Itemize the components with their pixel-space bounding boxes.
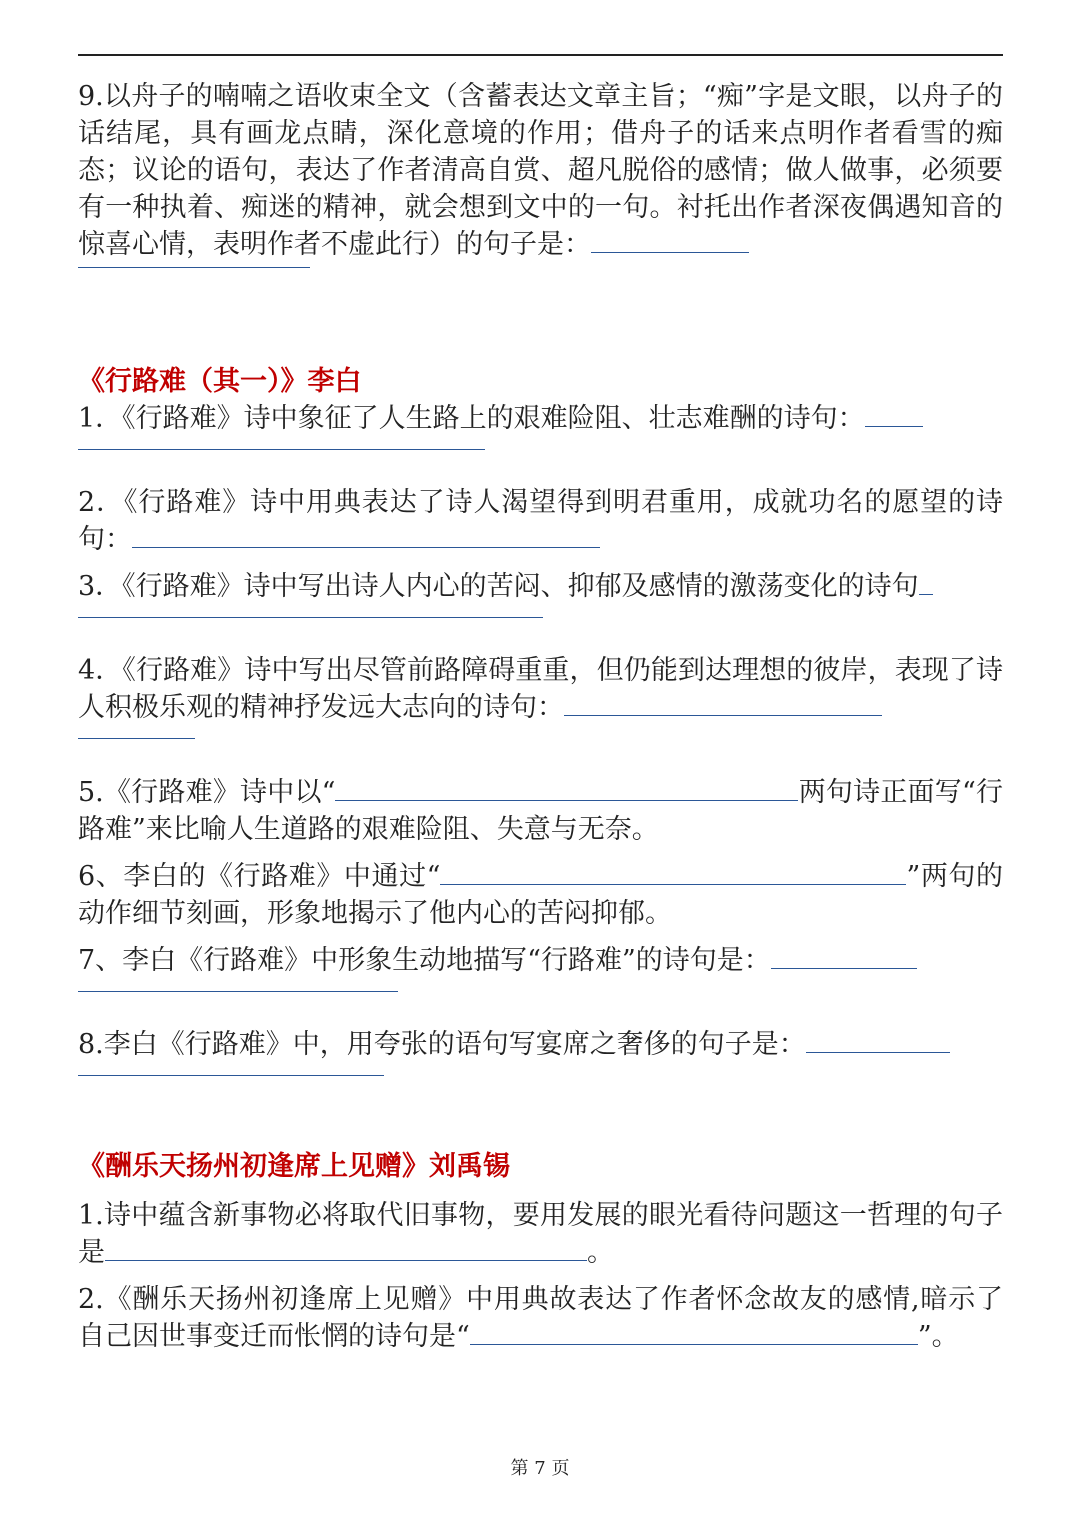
answer-blank[interactable] bbox=[564, 693, 882, 716]
question-text: 8.李白《行路难》中，用夸张的语句写宴席之奢侈的句子是： bbox=[78, 1029, 806, 1060]
answer-blank[interactable] bbox=[78, 437, 485, 450]
question-text: 7、李白《行路难》中形象生动地描写“行路难”的诗句是： bbox=[78, 945, 771, 976]
section-heading: 《酬乐天扬州初逢席上见赠》刘禹锡 bbox=[78, 1151, 510, 1182]
answer-blank[interactable] bbox=[919, 572, 933, 595]
question-3 bbox=[78, 568, 1003, 652]
answer-blank[interactable] bbox=[335, 778, 798, 801]
question-text: 1．《行路难》诗中象征了人生路上的艰难险阻、壮志难酬的诗句： bbox=[78, 403, 865, 434]
question-text: 2．《行路难》诗中用典表达了诗人渴望得到明君重用，成就功名的愿望的诗句： bbox=[78, 487, 1003, 555]
question-text: 4．《行路难》诗中写出尽管前路障碍重重，但仍能到达理想的彼岸，表现了诗人积极乐观的精神抒发远大志向的诗句： bbox=[78, 655, 1003, 723]
answer-blank[interactable] bbox=[78, 263, 310, 268]
question-1 bbox=[78, 1197, 1003, 1281]
question-1 bbox=[78, 400, 1003, 484]
answer-blank[interactable] bbox=[771, 946, 917, 969]
question-4 bbox=[78, 652, 1003, 774]
section-heading: 《行路难（其一）》李白 bbox=[78, 366, 362, 397]
answer-blank[interactable] bbox=[78, 605, 543, 618]
answer-blank[interactable] bbox=[470, 1322, 890, 1345]
answer-blank[interactable] bbox=[591, 230, 749, 253]
question-6 bbox=[78, 858, 1003, 942]
answer-blank[interactable] bbox=[890, 1322, 918, 1345]
question-7 bbox=[78, 942, 1003, 1026]
question-text: 9.以舟子的喃喃之语收束全文（含蓄表达文章主旨；“痴”字是文眼，以舟子的话结尾，具有画龙点睛，深化意境的作用；借舟子的话来点明作者看雪的痴态；议论的语句，表达了作者清高自赏、超凡脱俗的感情；做人做事，必须要有一种执着、痴迷的精神，就会想到文中的一句。衬托出作者深夜偶遇知音的惊喜心情，表明作者不虚此行）的句子是： bbox=[78, 81, 1003, 260]
question-9 bbox=[78, 78, 1003, 300]
question-text: ”两句的动作细节刻画，形象地揭示了他内心的苦闷抑郁。 bbox=[78, 861, 1003, 929]
question-8 bbox=[78, 1026, 1003, 1110]
question-text: ”。 bbox=[917, 1321, 959, 1352]
answer-blank[interactable] bbox=[105, 1238, 587, 1261]
question-5 bbox=[78, 774, 1003, 858]
question-text: 5.《行路难》诗中以“ bbox=[78, 777, 336, 808]
answer-blank[interactable] bbox=[806, 1030, 950, 1053]
answer-blank[interactable] bbox=[440, 862, 906, 885]
answer-blank[interactable] bbox=[132, 525, 600, 548]
question-text: 。 bbox=[587, 1237, 614, 1268]
question-text: 两句诗正面写“行路难”来比喻人生道路的艰难险阻、失意与无奈。 bbox=[78, 777, 1003, 845]
question-text: 6、李白的《行路难》中通过“ bbox=[78, 861, 441, 892]
answer-blank[interactable] bbox=[865, 404, 923, 427]
page-number: 第 7 页 bbox=[510, 1458, 570, 1479]
answer-blank[interactable] bbox=[78, 1063, 384, 1076]
question-text: 3．《行路难》诗中写出诗人内心的苦闷、抑郁及感情的激荡变化的诗句 bbox=[78, 571, 919, 602]
answer-blank[interactable] bbox=[78, 726, 195, 739]
question-2 bbox=[78, 1281, 1003, 1355]
question-text: 1.诗中蕴含新事物必将取代旧事物，要用发展的眼光看待问题这一哲理的句子是 bbox=[78, 1200, 1003, 1268]
answer-blank[interactable] bbox=[78, 979, 398, 992]
document-page bbox=[78, 78, 1003, 1355]
top-rule bbox=[78, 54, 1003, 56]
question-2 bbox=[78, 484, 1003, 568]
question-text: 2.《酬乐天扬州初逢席上见赠》中用典故表达了作者怀念故友的感情,暗示了自己因世事变迁而怅惘的诗句是“ bbox=[78, 1284, 1003, 1352]
